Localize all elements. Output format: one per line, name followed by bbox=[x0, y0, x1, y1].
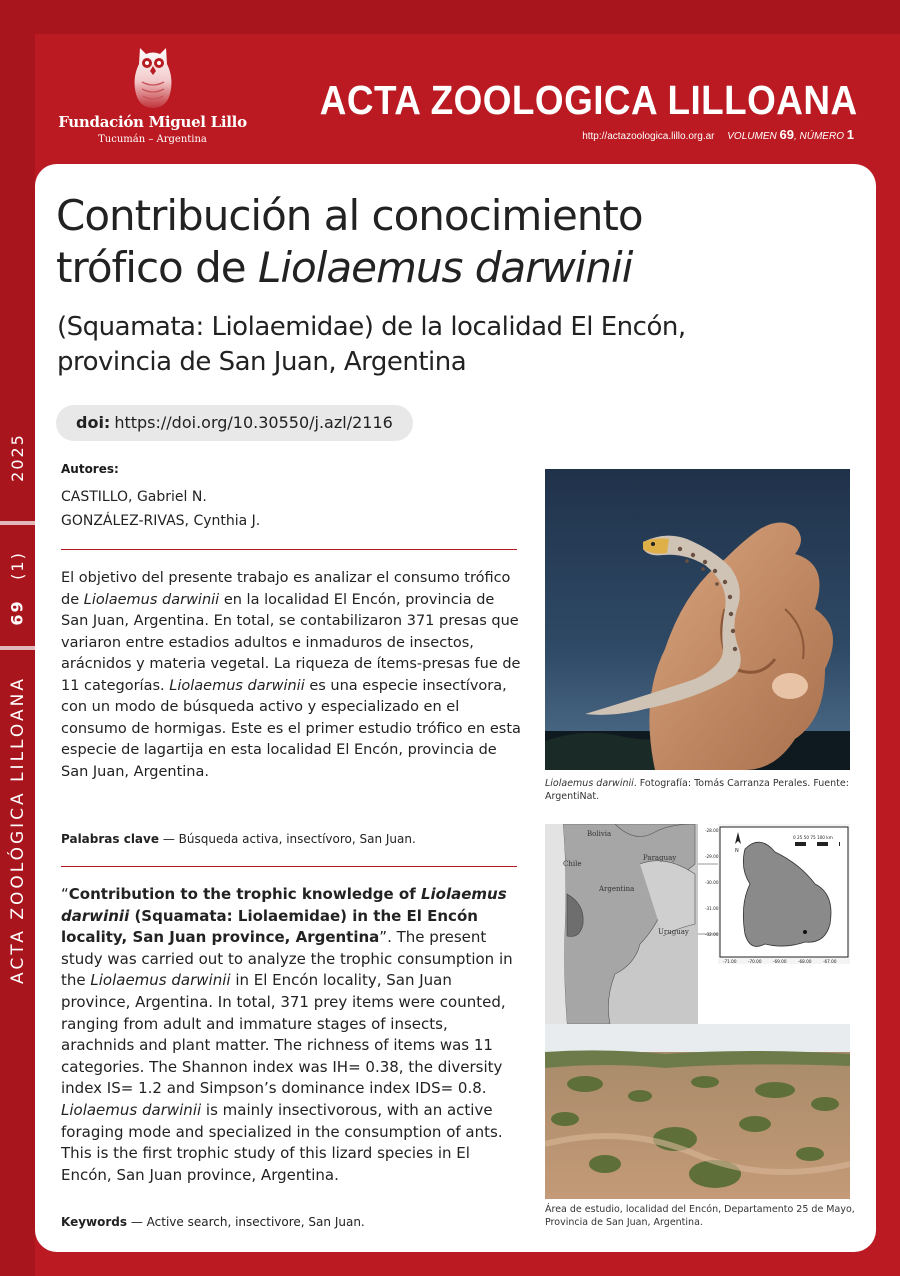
spine bbox=[0, 420, 35, 1000]
svg-text:Bolivia: Bolivia bbox=[587, 830, 612, 838]
svg-text:-68.00: -68.00 bbox=[798, 959, 812, 964]
svg-text:N: N bbox=[735, 848, 739, 854]
study-area-caption: Área de estudio, localidad del Encón, Departamento 25 de Mayo, Provincia de San Juan, Argentina. bbox=[545, 1204, 855, 1228]
spine-issue: (1) bbox=[7, 551, 27, 580]
svg-text:-29.00: -29.00 bbox=[705, 854, 719, 859]
photo-caption: Liolaemus darwinii. Fotografía: Tomás Carranza Perales. Fuente: ArgentiNat. bbox=[545, 778, 849, 802]
volume-info: VOLUMEN 69, NÚMERO 1 bbox=[727, 127, 854, 142]
svg-text:-28.00: -28.00 bbox=[705, 828, 719, 833]
svg-text:-32.00: -32.00 bbox=[705, 932, 719, 937]
journal-url[interactable]: http://actazoologica.lillo.org.ar bbox=[582, 131, 715, 142]
svg-text:Argentina: Argentina bbox=[599, 885, 635, 893]
lizard-photo bbox=[545, 469, 850, 770]
spine-year: 2025 bbox=[8, 433, 27, 482]
divider bbox=[61, 549, 517, 550]
svg-text:-30.00: -30.00 bbox=[705, 880, 719, 885]
doi-link[interactable]: https://doi.org/10.30550/j.azl/2116 bbox=[114, 413, 393, 432]
svg-text:Uruguay: Uruguay bbox=[658, 928, 689, 936]
keywords-english: Keywords — Active search, insectivore, San Juan. bbox=[61, 1215, 365, 1229]
author-name: CASTILLO, Gabriel N. bbox=[61, 489, 207, 505]
doi-badge[interactable]: doi: https://doi.org/10.30550/j.azl/2116 bbox=[56, 405, 413, 441]
study-area-photo bbox=[545, 1024, 850, 1199]
spine-divider bbox=[0, 646, 35, 650]
divider bbox=[61, 866, 517, 867]
authors-label: Autores: bbox=[61, 462, 119, 476]
svg-text:Chile: Chile bbox=[563, 860, 582, 868]
publisher-logo bbox=[55, 42, 250, 145]
svg-text:-31.00: -31.00 bbox=[705, 906, 719, 911]
owl-icon bbox=[130, 42, 176, 110]
article-subtitle: (Squamata: Liolaemidae) de la localidad El Encón, provincia de San Juan, Argentina bbox=[57, 312, 686, 377]
svg-text:-67.00: -67.00 bbox=[823, 959, 837, 964]
svg-text:0 25 50 75 100 km: 0 25 50 75 100 km bbox=[793, 835, 833, 840]
svg-text:-70.00: -70.00 bbox=[748, 959, 762, 964]
svg-text:-71.00: -71.00 bbox=[723, 959, 737, 964]
keywords-spanish: Palabras clave — Búsqueda activa, insectívoro, San Juan. bbox=[61, 832, 416, 846]
journal-title: ACTA ZOOLOGICA LILLOANA bbox=[320, 77, 858, 123]
svg-text:-69.00: -69.00 bbox=[773, 959, 787, 964]
abstract-english: “Contribution to the trophic knowledge of Liolaemus darwinii (Squamata: Liolaemidae) in the El Encón locality, San Juan province, Argentina”. The present study was carried out to analyze the trophic consumption in the Liolaemus darwinii in El Encón locality, San Juan province, Argentina. In total, 371 prey items were counted, ranging from adult and immature stages of insects, arachnids and plant matter. The richness of items was 11 categories. The Shannon index was IH= 0.38, the diversity index IS= 1.2 and Simpson’s dominance index IDS= 0.8. Liolaemus darwinii is mainly insectivorous, with an active foraging mode and specialized in the consumption of ants. This is the first trophic study of this lizard species in El Encón, San Juan province, Argentina. bbox=[61, 885, 513, 1184]
svg-text:Paraguay: Paraguay bbox=[643, 854, 677, 862]
abstract-spanish: El objetivo del presente trabajo es analizar el consumo trófico de Liolaemus darwinii en la localidad El Encón, provincia de San Juan, Argentina. En total, se contabilizaron 371 presas que variaron entre estadios adultos e inmaduros de insectos, arácnidos y materia vegetal. La riqueza de ítems-presas fue de 11 categorías. Liolaemus darwinii es una especie insectívora, con un modo de búsqueda activo y especializado en el consumo de hormigas. Este es el primer estudio trófico en esta especie de lagartija en esta localidad El Encón, provincia de San Juan, Argentina. bbox=[61, 570, 521, 780]
journal-meta bbox=[582, 127, 854, 142]
publisher-location: Tucumán – Argentina bbox=[98, 134, 207, 145]
article-title: Contribución al conocimiento trófico de Liolaemus darwinii bbox=[56, 191, 643, 292]
publisher-name: Fundación Miguel Lillo bbox=[58, 113, 247, 131]
author-name: GONZÁLEZ-RIVAS, Cynthia J. bbox=[61, 513, 261, 529]
spine-divider bbox=[0, 521, 35, 525]
spine-volume: 69 bbox=[7, 599, 27, 626]
spine-journal: ACTA ZOOLÓGICA LILLOANA bbox=[7, 676, 28, 984]
location-map bbox=[545, 824, 850, 1024]
